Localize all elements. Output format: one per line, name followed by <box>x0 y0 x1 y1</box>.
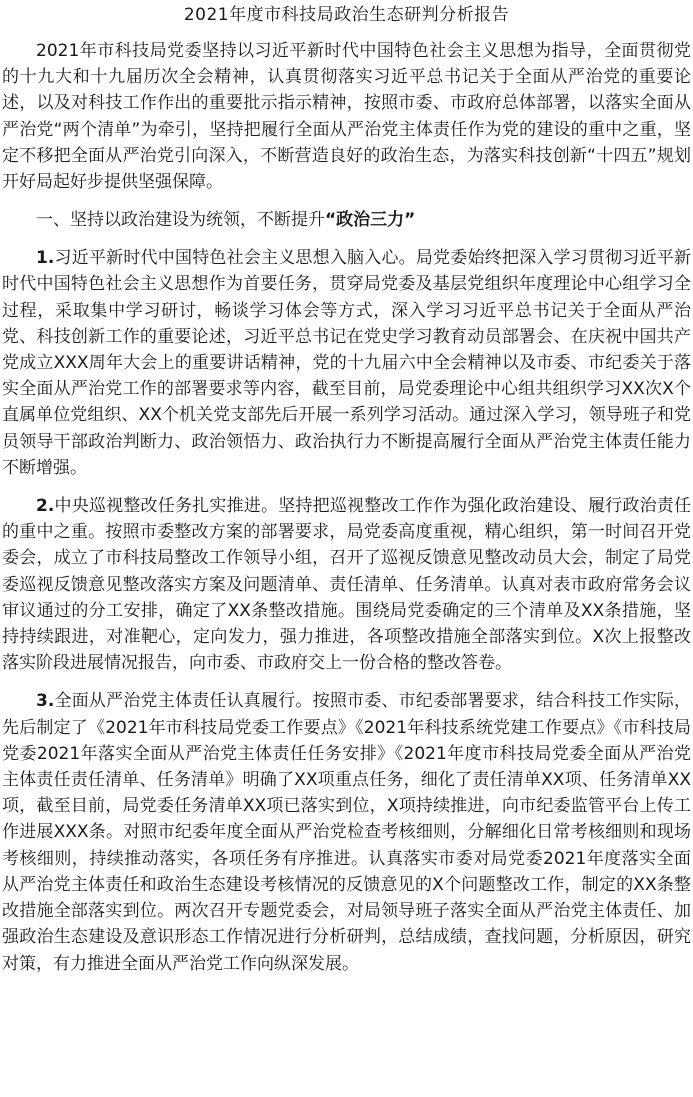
section-item-2-text: 中央巡视整改任务扎实推进。坚持把巡视整改工作作为强化政治建设、履行政治责任的重中之重。按照市委整改方案的部署要求，局党委高度重视，精心组织，第一时间召开党委会，成立了市科技局整改工作领导小组，召开了巡视反馈意见整改动员大会，制定了局党委巡视反馈意见整改落实方案及问题清单、责任清单、任务清单。认真对表市政府常务会议审议通过的分工安排，确定了XX条整改措施。围绕局党委确定的三个清单及XX条措施，坚持持续跟进，对准靶心，定向发力，强力推进，各项整改措施全部落实到位。X次上报整改落实阶段进展情况报告，向市委、市政府交上一份合格的整改答卷。 <box>2 496 691 674</box>
section-item-1-text: 习近平新时代中国特色社会主义思想入脑入心。局党委始终把深入学习贯彻习近平新时代中国特色社会主义思想作为首要任务，贯穿局党委及基层党组织年度理论中心组学习全过程，采取集中学习研讨，畅谈学习体会等方式，深入学习习近平总书记关于全面从严治党、科技创新工作的重要论述，习近平总书记在党史学习教育动员部署会、在庆祝中国共产党成立XXX周年大会上的重要讲话精神，党的十九届六中全会精神以及市委、市纪委关于落实全面从严治党工作的部署要求等内容，截至目前，局党委理论中心组共组织学习XX次X个直属单位党组织、XX个机关党支部先后开展一系列学习活动。通过深入学习，领导班子和党员领导干部政治判断力、政治领悟力、政治执行力不断提高履行全面从严治党主体责任能力不断增强。 <box>2 248 691 478</box>
section-item-3 <box>2 688 691 976</box>
section-item-2 <box>2 493 691 676</box>
section-item-2-number: 2. <box>36 496 55 517</box>
section-heading-1-text: 一、坚持以政治建设为统领，不断提升 <box>36 210 325 231</box>
section-item-3-text: 全面从严治党主体责任认真履行。按照市委、市纪委部署要求，结合科技工作实际，先后制定了《2021年市科技局党委工作要点》《2021年科技系统党建工作要点》《市科技局党委2021年落实全面从严治党主体责任任务安排》《2021年度市科技局党委全面从严治党主体责任责任清单、任务清单》明确了XX项重点任务，细化了责任清单XX项、任务清单XX项，截至目前，局党委任务清单XX项已落实到位，X项持续推进，向市纪委监管平台上传工作进展XXX条。对照市纪委年度全面从严治党检查考核细则，分解细化日常考核细则和现场考核细则，持续推动落实，各项任务有序推进。认真落实市委对局党委2021年度落实全面从严治党主体责任和政治生态建设考核情况的反馈意见的X个问题整改工作，制定的XX条整改措施全部落实到位。两次召开专题党委会，对局领导班子落实全面从严治党主体责任、加强政治生态建设及意识形态工作情况进行分析研判，总结成绩，查找问题，分析原因，研究对策，有力推进全面从严治党工作向纵深发展。 <box>2 691 691 974</box>
section-heading-1-emphasis: “政治三力” <box>325 210 416 231</box>
document-title: 2021年度市科技局政治生态研判分析报告 <box>183 5 510 25</box>
intro-paragraph: 2021年市科技局党委坚持以习近平新时代中国特色社会主义思想为指导，全面贯彻党的十九大和十九届历次全会精神，认真贯彻落实习近平总书记关于全面从严治党的重要论述，以及对科技工作作出的重要批示指示精神，按照市委、市政府总体部署，以落实全面从严治党“两个清单”为牵引，坚持把履行全面从严治党主体责任作为党的建设的重中之重，坚定不移把全面从严治党引向深入，不断营造良好的政治生态，为落实科技创新“十四五”规划开好局起好步提供坚强保障。 <box>2 41 691 193</box>
section-item-1 <box>2 245 691 481</box>
section-item-1-number: 1. <box>36 248 55 269</box>
section-item-3-number: 3. <box>36 691 55 712</box>
section-heading-1 <box>2 207 691 233</box>
